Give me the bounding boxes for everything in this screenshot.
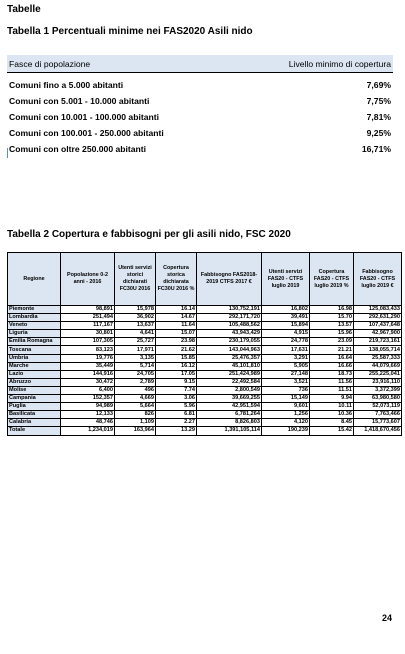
region-cell: Basilicata [8, 411, 61, 419]
value-cell: 15,978 [115, 306, 156, 314]
value-cell: 5,714 [115, 362, 156, 370]
value-cell: 292,631,290 [354, 314, 402, 322]
value-cell: 8.45 [310, 419, 354, 427]
table1-header-row [7, 55, 393, 73]
value-cell: 11.51 [310, 386, 354, 394]
value-cell: 13,637 [115, 322, 156, 330]
value-cell: 25,587,333 [354, 354, 402, 362]
table1 [7, 55, 393, 157]
table1-title: Tabella 1 Percentuali minime nei FAS2020 Asili nido [7, 26, 253, 37]
value-cell: 117,167 [61, 322, 115, 330]
value-cell: 1,256 [262, 411, 310, 419]
table-row [8, 362, 402, 370]
value-cell: 13.29 [156, 427, 197, 435]
value-cell: 125,083,433 [354, 306, 402, 314]
region-cell: Abruzzo [8, 378, 61, 386]
value-cell: 105,488,562 [197, 322, 262, 330]
value-cell: 9.15 [156, 378, 197, 386]
table1-col1-header: Fasce di popolazione [7, 55, 239, 73]
page-number: 24 [381, 613, 392, 623]
value-cell: 107,437,648 [354, 322, 402, 330]
value-cell: 17.05 [156, 370, 197, 378]
value-cell: 83,123 [61, 346, 115, 354]
row-label: Comuni con 100.001 - 250.000 abitanti [9, 128, 164, 138]
value-cell: 5,905 [262, 362, 310, 370]
value-cell: 11.56 [310, 378, 354, 386]
region-cell: Lazio [8, 370, 61, 378]
value-cell: 63,980,580 [354, 395, 402, 403]
value-cell: 3,521 [262, 378, 310, 386]
value-cell: 251,424,989 [197, 370, 262, 378]
value-cell: 219,723,161 [354, 338, 402, 346]
value-cell: 25,476,357 [197, 354, 262, 362]
value-cell: 5,664 [115, 403, 156, 411]
value-cell: 15.07 [156, 330, 197, 338]
value-cell: 17,631 [262, 346, 310, 354]
region-cell: Totale [8, 427, 61, 435]
row-label: Comuni con 5.001 - 10.000 abitanti [9, 96, 150, 106]
value-cell: 42,951,594 [197, 403, 262, 411]
value-cell: 16,802 [262, 306, 310, 314]
value-cell: 6,781,264 [197, 411, 262, 419]
value-cell: 45,101,810 [197, 362, 262, 370]
region-cell: Piemonte [8, 306, 61, 314]
table2-header-row [8, 253, 402, 306]
table-row [8, 330, 402, 338]
value-cell: 826 [115, 411, 156, 419]
value-cell: 6.81 [156, 411, 197, 419]
value-cell: 4,669 [115, 395, 156, 403]
value-cell: 94,989 [61, 403, 115, 411]
table2 [7, 252, 402, 436]
value-cell: 1,234,019 [61, 427, 115, 435]
text-cursor [7, 148, 8, 158]
value-cell: 11.64 [156, 322, 197, 330]
value-cell: 42,967,900 [354, 330, 402, 338]
value-cell: 144,916 [61, 370, 115, 378]
table-row [8, 346, 402, 354]
table-row [8, 411, 402, 419]
value-cell: 3,291 [262, 354, 310, 362]
value-cell: 44,079,669 [354, 362, 402, 370]
row-value: 7,69% [366, 80, 391, 90]
value-cell: 1,109 [115, 419, 156, 427]
col-header: Fabbisogno FAS2018-2019 CTFS 2017 € [197, 253, 262, 306]
value-cell: 4,641 [115, 330, 156, 338]
value-cell: 17,971 [115, 346, 156, 354]
value-cell: 23,916,110 [354, 378, 402, 386]
col-header: Popolazione 0-2 anni - 2016 [61, 253, 115, 306]
table2-title: Tabella 2 Copertura e fabbisogni per gli asili nido, FSC 2020 [7, 229, 291, 240]
value-cell: 30,801 [61, 330, 115, 338]
value-cell: 496 [115, 386, 156, 394]
value-cell: 130,752,191 [197, 306, 262, 314]
value-cell: 12,133 [61, 411, 115, 419]
value-cell: 19,776 [61, 354, 115, 362]
table-row [8, 419, 402, 427]
table-row [8, 306, 402, 314]
value-cell: 16.14 [156, 306, 197, 314]
region-cell: Puglia [8, 403, 61, 411]
value-cell: 25,727 [115, 338, 156, 346]
col-header: Copertura storica dichiarata FC30U 2016 % [156, 253, 197, 306]
value-cell: 152,357 [61, 395, 115, 403]
table-row [8, 395, 402, 403]
row-label: Comuni con oltre 250.000 abitanti [9, 144, 147, 154]
value-cell: 7,763,466 [354, 411, 402, 419]
value-cell: 163,964 [115, 427, 156, 435]
total-row [8, 427, 402, 435]
value-cell: 230,179,055 [197, 338, 262, 346]
col-header: Copertura FAS20 - CTFS luglio 2019 % [310, 253, 354, 306]
table-row [8, 403, 402, 411]
region-cell: Marche [8, 362, 61, 370]
value-cell: 27,148 [262, 370, 310, 378]
value-cell: 9.94 [310, 395, 354, 403]
region-cell: Lombardia [8, 314, 61, 322]
table-row [8, 370, 402, 378]
value-cell: 16.98 [310, 306, 354, 314]
value-cell: 15.96 [310, 330, 354, 338]
value-cell: 23.09 [310, 338, 354, 346]
value-cell: 3.06 [156, 395, 197, 403]
value-cell: 1,391,105,114 [197, 427, 262, 435]
value-cell: 24,705 [115, 370, 156, 378]
value-cell: 23.98 [156, 338, 197, 346]
value-cell: 52,073,119 [354, 403, 402, 411]
value-cell: 3,372,399 [354, 386, 402, 394]
region-cell: Molise [8, 386, 61, 394]
row-value: 9,25% [366, 128, 391, 138]
value-cell: 8,826,803 [197, 419, 262, 427]
value-cell: 736 [262, 386, 310, 394]
col-header: Utenti servizi storici dichiarati FC30U 2016 [115, 253, 156, 306]
col-header: Fabbisogno FAS20 - CTFS luglio 2019 € [354, 253, 402, 306]
value-cell: 30,472 [61, 378, 115, 386]
value-cell: 39,669,255 [197, 395, 262, 403]
value-cell: 5.96 [156, 403, 197, 411]
table2-body [8, 306, 402, 436]
table-row [8, 314, 402, 322]
table-row [8, 378, 402, 386]
table-row [8, 322, 402, 330]
table-row [7, 125, 393, 141]
table-row [7, 77, 393, 93]
value-cell: 4,120 [262, 419, 310, 427]
row-value: 7,75% [366, 96, 391, 106]
value-cell: 24,778 [262, 338, 310, 346]
table-row [8, 386, 402, 394]
value-cell: 2,789 [115, 378, 156, 386]
col-header: Utenti servizi FAS20 - CTFS luglio 2019 [262, 253, 310, 306]
region-cell: Umbria [8, 354, 61, 362]
value-cell: 15.85 [156, 354, 197, 362]
value-cell: 292,171,720 [197, 314, 262, 322]
table-row [8, 338, 402, 346]
value-cell: 10.11 [310, 403, 354, 411]
row-label: Comuni fino a 5.000 abitanti [9, 80, 124, 90]
value-cell: 35,449 [61, 362, 115, 370]
value-cell: 16.64 [310, 354, 354, 362]
value-cell: 14.67 [156, 314, 197, 322]
table-row [7, 109, 393, 125]
value-cell: 16.12 [156, 362, 197, 370]
table-row [7, 93, 393, 109]
table-row [8, 354, 402, 362]
region-cell: Veneto [8, 322, 61, 330]
value-cell: 107,305 [61, 338, 115, 346]
value-cell: 15.42 [310, 427, 354, 435]
value-cell: 98,891 [61, 306, 115, 314]
value-cell: 2,800,549 [197, 386, 262, 394]
value-cell: 39,491 [262, 314, 310, 322]
table1-col2-header: Livello minimo di copertura [239, 55, 393, 73]
value-cell: 10.36 [310, 411, 354, 419]
value-cell: 43,943,429 [197, 330, 262, 338]
value-cell: 36,902 [115, 314, 156, 322]
row-value: 16,71% [361, 144, 391, 154]
value-cell: 143,044,963 [197, 346, 262, 354]
value-cell: 15,894 [262, 322, 310, 330]
value-cell: 4,915 [262, 330, 310, 338]
value-cell: 2.27 [156, 419, 197, 427]
value-cell: 21.21 [310, 346, 354, 354]
region-cell: Emilia Romagna [8, 338, 61, 346]
value-cell: 22,492,584 [197, 378, 262, 386]
value-cell: 1,418,670,456 [354, 427, 402, 435]
value-cell: 15.70 [310, 314, 354, 322]
value-cell: 13.57 [310, 322, 354, 330]
value-cell: 7.74 [156, 386, 197, 394]
value-cell: 9,601 [262, 403, 310, 411]
value-cell: 21.62 [156, 346, 197, 354]
region-cell: Toscana [8, 346, 61, 354]
region-cell: Campania [8, 395, 61, 403]
value-cell: 3,135 [115, 354, 156, 362]
row-value: 7,81% [366, 112, 391, 122]
section-header: Tabelle [7, 4, 41, 15]
table-row [7, 141, 393, 157]
region-cell: Calabria [8, 419, 61, 427]
value-cell: 190,239 [262, 427, 310, 435]
value-cell: 138,055,714 [354, 346, 402, 354]
value-cell: 48,746 [61, 419, 115, 427]
value-cell: 255,225,041 [354, 370, 402, 378]
value-cell: 15,773,607 [354, 419, 402, 427]
value-cell: 251,494 [61, 314, 115, 322]
col-header: Regione [8, 253, 61, 306]
value-cell: 18.73 [310, 370, 354, 378]
value-cell: 16.66 [310, 362, 354, 370]
value-cell: 15,149 [262, 395, 310, 403]
region-cell: Liguria [8, 330, 61, 338]
value-cell: 6,400 [61, 386, 115, 394]
row-label: Comuni con 10.001 - 100.000 abitanti [9, 112, 159, 122]
